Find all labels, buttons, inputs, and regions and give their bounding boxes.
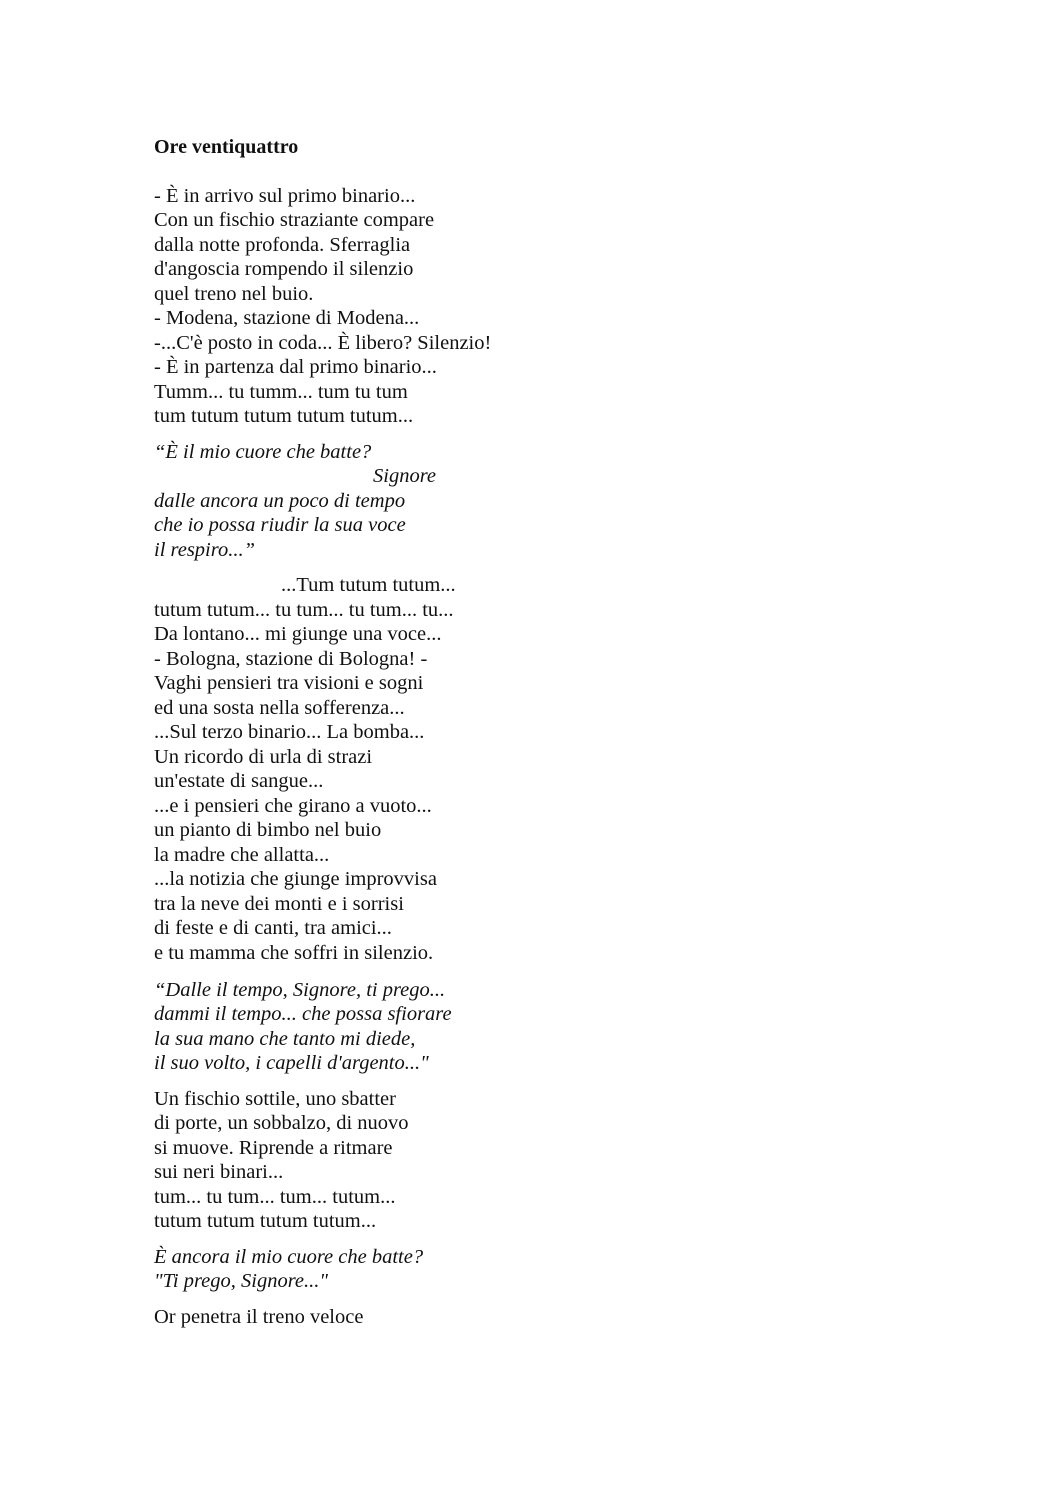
poem-line-italic: “Dalle il tempo, Signore, ti prego... [154,979,446,1001]
poem-line: -...C'è posto in coda... È libero? Silenzio! [154,332,492,354]
poem-line-italic: Signore [373,465,437,487]
poem-line: - Bologna, stazione di Bologna! - [154,648,428,670]
poem-line: ...Tum tutum tutum... [281,574,456,596]
poem-line: di porte, un sobbalzo, di nuovo [154,1112,409,1134]
poem-line: Or penetra il treno veloce [154,1306,364,1328]
poem-line-italic: dammi il tempo... che possa sfiorare [154,1003,452,1025]
poem-line: d'angoscia rompendo il silenzio [154,258,414,280]
poem-line: ed una sosta nella sofferenza... [154,697,405,719]
poem-line: Con un fischio straziante compare [154,209,435,231]
poem-line-italic: È ancora il mio cuore che batte? [154,1246,424,1268]
poem-line: Un ricordo di urla di strazi [154,746,373,768]
poem-line: tutum tutum tutum tutum... [154,1210,377,1232]
poem-line: tum tutum tutum tutum tutum... [154,405,414,427]
poem-line: tutum tutum... tu tum... tu tum... tu... [154,599,454,621]
poem-line-italic: dalle ancora un poco di tempo [154,490,406,512]
poem-line-italic: la sua mano che tanto mi diede, [154,1028,416,1050]
poem-line: ...Sul terzo binario... La bomba... [154,721,425,743]
poem-line: Vaghi pensieri tra visioni e sogni [154,672,424,694]
poem-line-italic: "Ti prego, Signore..." [154,1270,329,1292]
poem-line: - Modena, stazione di Modena... [154,307,420,329]
poem-title: Ore ventiquattro [154,136,299,158]
poem-line-italic: il suo volto, i capelli d'argento..." [154,1052,429,1074]
poem-line: Tumm... tu tumm... tum tu tum [154,381,408,403]
poem-line: sui neri binari... [154,1161,284,1183]
poem-line: Da lontano... mi giunge una voce... [154,623,442,645]
poem-line: tra la neve dei monti e i sorrisi [154,893,404,915]
poem-line: Un fischio sottile, uno sbatter [154,1088,396,1110]
poem-line: - È in arrivo sul primo binario... [154,185,416,207]
poem-line: di feste e di canti, tra amici... [154,917,392,939]
poem-line-italic: “È il mio cuore che batte? [154,441,372,463]
poem-line: si muove. Riprende a ritmare [154,1137,393,1159]
poem-line: - È in partenza dal primo binario... [154,356,437,378]
poem-line: un'estate di sangue... [154,770,324,792]
poem-line: quel treno nel buio. [154,283,314,305]
poem-line: dalla notte profonda. Sferraglia [154,234,411,256]
poem-line-italic: il respiro...” [154,539,255,561]
poem-line: tum... tu tum... tum... tutum... [154,1186,396,1208]
poem-line: un pianto di bimbo nel buio [154,819,382,841]
poem-line: ...la notizia che giunge improvvisa [154,868,437,890]
poem-line: e tu mamma che soffri in silenzio. [154,942,434,964]
poem-line: ...e i pensieri che girano a vuoto... [154,795,432,817]
poem-line-italic: che io possa riudir la sua voce [154,514,406,536]
poem-line: la madre che allatta... [154,844,330,866]
